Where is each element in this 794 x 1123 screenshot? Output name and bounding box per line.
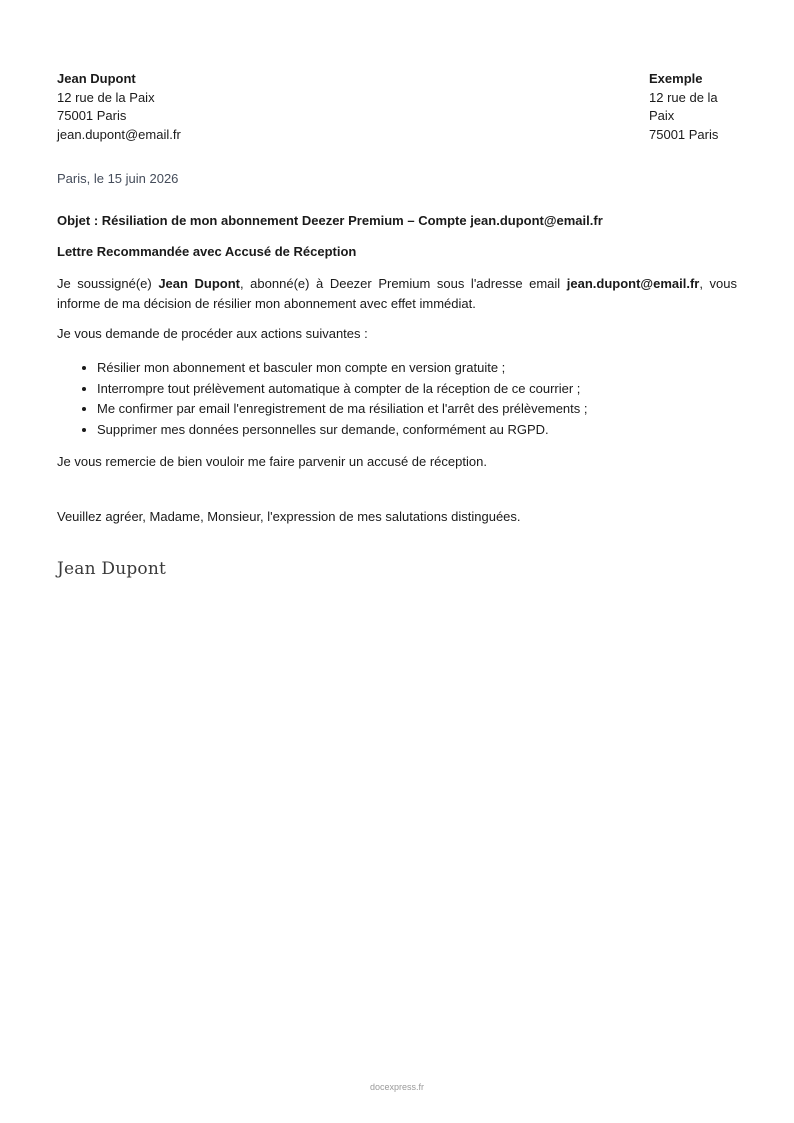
letter [57,70,737,579]
letter-subject: Objet : Résiliation de mon abonnement Deezer Premium – Compte jean.dupont@email.fr [57,213,603,228]
thanks-paragraph: Je vous remercie de bien vouloir me faire parvenir un accusé de réception. [57,454,487,469]
letter-header [57,70,737,144]
sender-email: jean.dupont@email.fr [57,126,181,142]
intro-text-2: , abonné(e) à Deezer Premium sous l'adresse email [240,276,567,291]
intro-text-1: Je soussigné(e) [57,276,159,291]
footer-brand: docexpress.fr [369,1082,425,1092]
closing-paragraph: Veuillez agréer, Madame, Monsieur, l'expression de mes salutations distinguées. [57,509,521,524]
sender-city: 75001 Paris [57,108,127,123]
recipient-street: 12 rue de la Paix [649,89,718,123]
intro-text-3: , vous informe de ma décision de résilier mon abonnement avec effet immédiat. [57,276,737,311]
intro-email: jean.dupont@email.fr [566,276,700,291]
sender-block [57,70,181,144]
list-item: • Résilier mon abonnement et basculer mon compte en version gratuite ; [97,358,737,379]
recipient-name: Exemple [649,71,703,86]
sender-name: Jean Dupont [57,71,136,86]
signature: Jean Dupont [57,559,167,579]
sender-street: 12 rue de la Paix [57,89,155,105]
recipient-block [649,70,737,144]
letter-date: Paris, le 15 juin 2026 [57,171,179,186]
request-paragraph: Je vous demande de procéder aux actions suivantes : [57,326,368,341]
list-item: • Supprimer mes données personnelles sur demande, conformément au RGPD. [97,420,737,441]
actions-list [57,358,737,440]
recipient-city: 75001 Paris [649,126,719,142]
intro-name: Jean Dupont [158,276,240,291]
intro-paragraph [57,274,737,314]
registered-mail-mention: Lettre Recommandée avec Accusé de Réception [57,244,357,259]
list-item: • Me confirmer par email l'enregistrement de ma résiliation et l'arrêt des prélèvements ; [97,399,737,420]
list-item: • Interrompre tout prélèvement automatique à compter de la réception de ce courrier ; [97,379,737,400]
